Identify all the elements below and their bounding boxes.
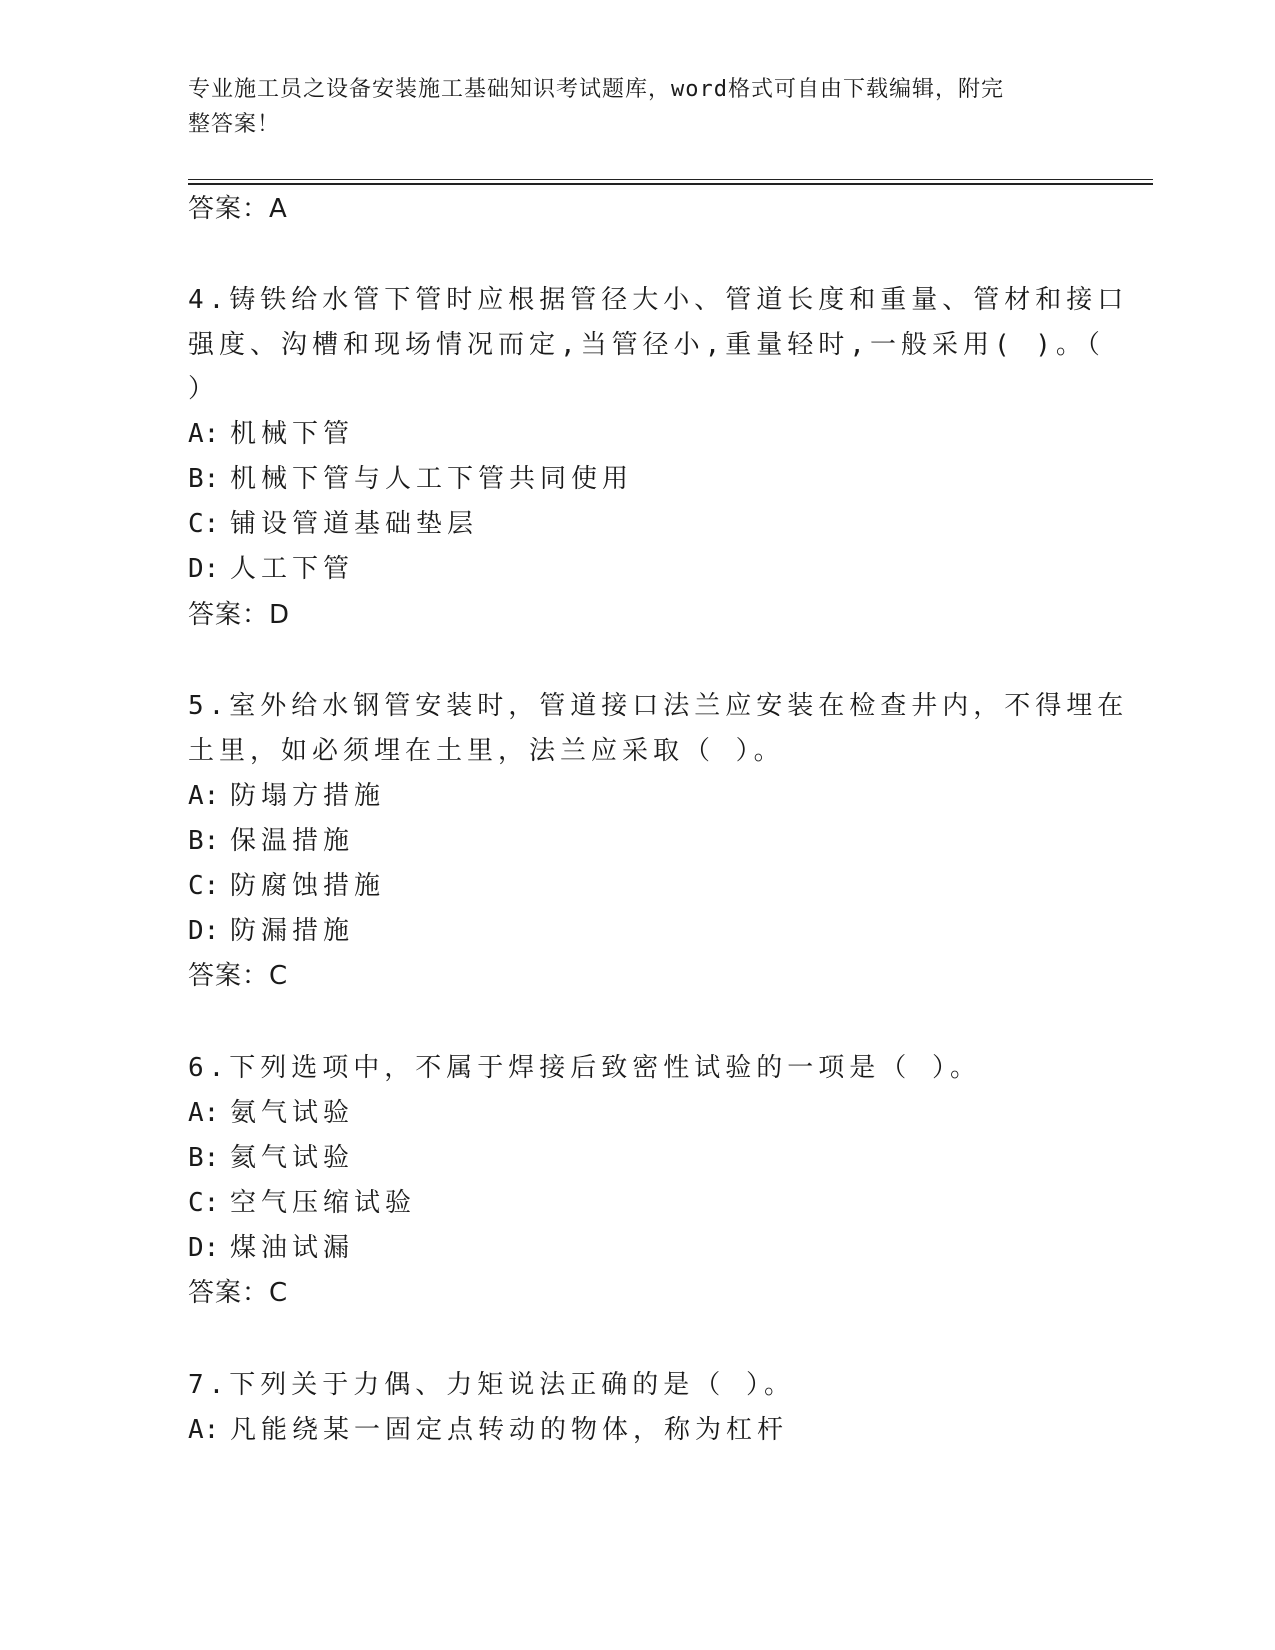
question-5-option-c [188, 869, 385, 903]
option-text: 人工下管 [230, 554, 355, 584]
option-key: A: [188, 781, 220, 811]
option-text: 防塌方措施 [230, 781, 386, 811]
option-text: 机械下管与人工下管共同使用 [230, 464, 634, 494]
question-4-option-a [188, 417, 354, 451]
question-4-stem-line-2: 强度、沟槽和现场情况而定,当管径小,重量轻时,一般采用( )。（ [188, 330, 1105, 360]
question-4-option-b [188, 462, 633, 496]
question-6-option-a [188, 1096, 354, 1130]
question-5-option-d [188, 914, 354, 948]
option-text: 凡能绕某一固定点转动的物体，称为杠杆 [230, 1415, 789, 1445]
header-divider-thick [188, 183, 1153, 185]
question-5-answer: 答案：C [188, 961, 289, 991]
option-text: 机械下管 [230, 419, 355, 449]
question-4-option-c [188, 507, 478, 541]
question-7-option-a [188, 1413, 788, 1447]
question-4-option-d [188, 552, 354, 586]
question-5-option-a [188, 779, 385, 813]
option-text: 氨气试验 [230, 1098, 355, 1128]
option-key: D: [188, 554, 220, 584]
question-4-stem-line-1: 4.铸铁给水管下管时应根据管径大小、管道长度和重量、管材和接口 [188, 285, 1129, 315]
option-key: C: [188, 871, 220, 901]
question-5-stem-line-2: 土里，如必须埋在土里，法兰应采取（ ）。 [188, 736, 785, 766]
question-5-stem-line-1: 5.室外给水钢管安装时，管道接口法兰应安装在检查井内，不得埋在 [188, 691, 1129, 721]
previous-answer: 答案：A [188, 194, 288, 224]
question-5-option-b [188, 824, 354, 858]
option-key: C: [188, 1188, 220, 1218]
question-4-stem-line-3: ） [188, 374, 220, 404]
question-7-stem-line-1: 7.下列关于力偶、力矩说法正确的是（ ）。 [188, 1370, 795, 1400]
option-key: B: [188, 826, 220, 856]
option-key: D: [188, 1233, 220, 1263]
question-6-option-d [188, 1231, 354, 1265]
option-key: D: [188, 916, 220, 946]
header-line-2: 整答案！ [188, 112, 281, 137]
option-key: A: [188, 1415, 220, 1445]
option-text: 空气压缩试验 [230, 1188, 417, 1218]
header-divider-thin [188, 179, 1153, 180]
question-6-stem-line-1: 6.下列选项中，不属于焊接后致密性试验的一项是（ ）。 [188, 1053, 981, 1083]
option-text: 氦气试验 [230, 1143, 355, 1173]
option-text: 保温措施 [230, 826, 355, 856]
document-header [188, 72, 1068, 142]
option-text: 防腐蚀措施 [230, 871, 386, 901]
option-key: A: [188, 1098, 220, 1128]
option-key: A: [188, 419, 220, 449]
header-line-1: 专业施工员之设备安装施工基础知识考试题库，word格式可自由下载编辑，附完 [188, 77, 1004, 102]
option-text: 防漏措施 [230, 916, 355, 946]
option-text: 铺设管道基础垫层 [230, 509, 479, 539]
question-6-option-b [188, 1141, 354, 1175]
option-key: B: [188, 1143, 220, 1173]
question-4-answer: 答案：D [188, 600, 291, 630]
option-key: C: [188, 509, 220, 539]
option-text: 煤油试漏 [230, 1233, 355, 1263]
option-key: B: [188, 464, 220, 494]
question-6-answer: 答案：C [188, 1278, 289, 1308]
question-6-option-c [188, 1186, 416, 1220]
